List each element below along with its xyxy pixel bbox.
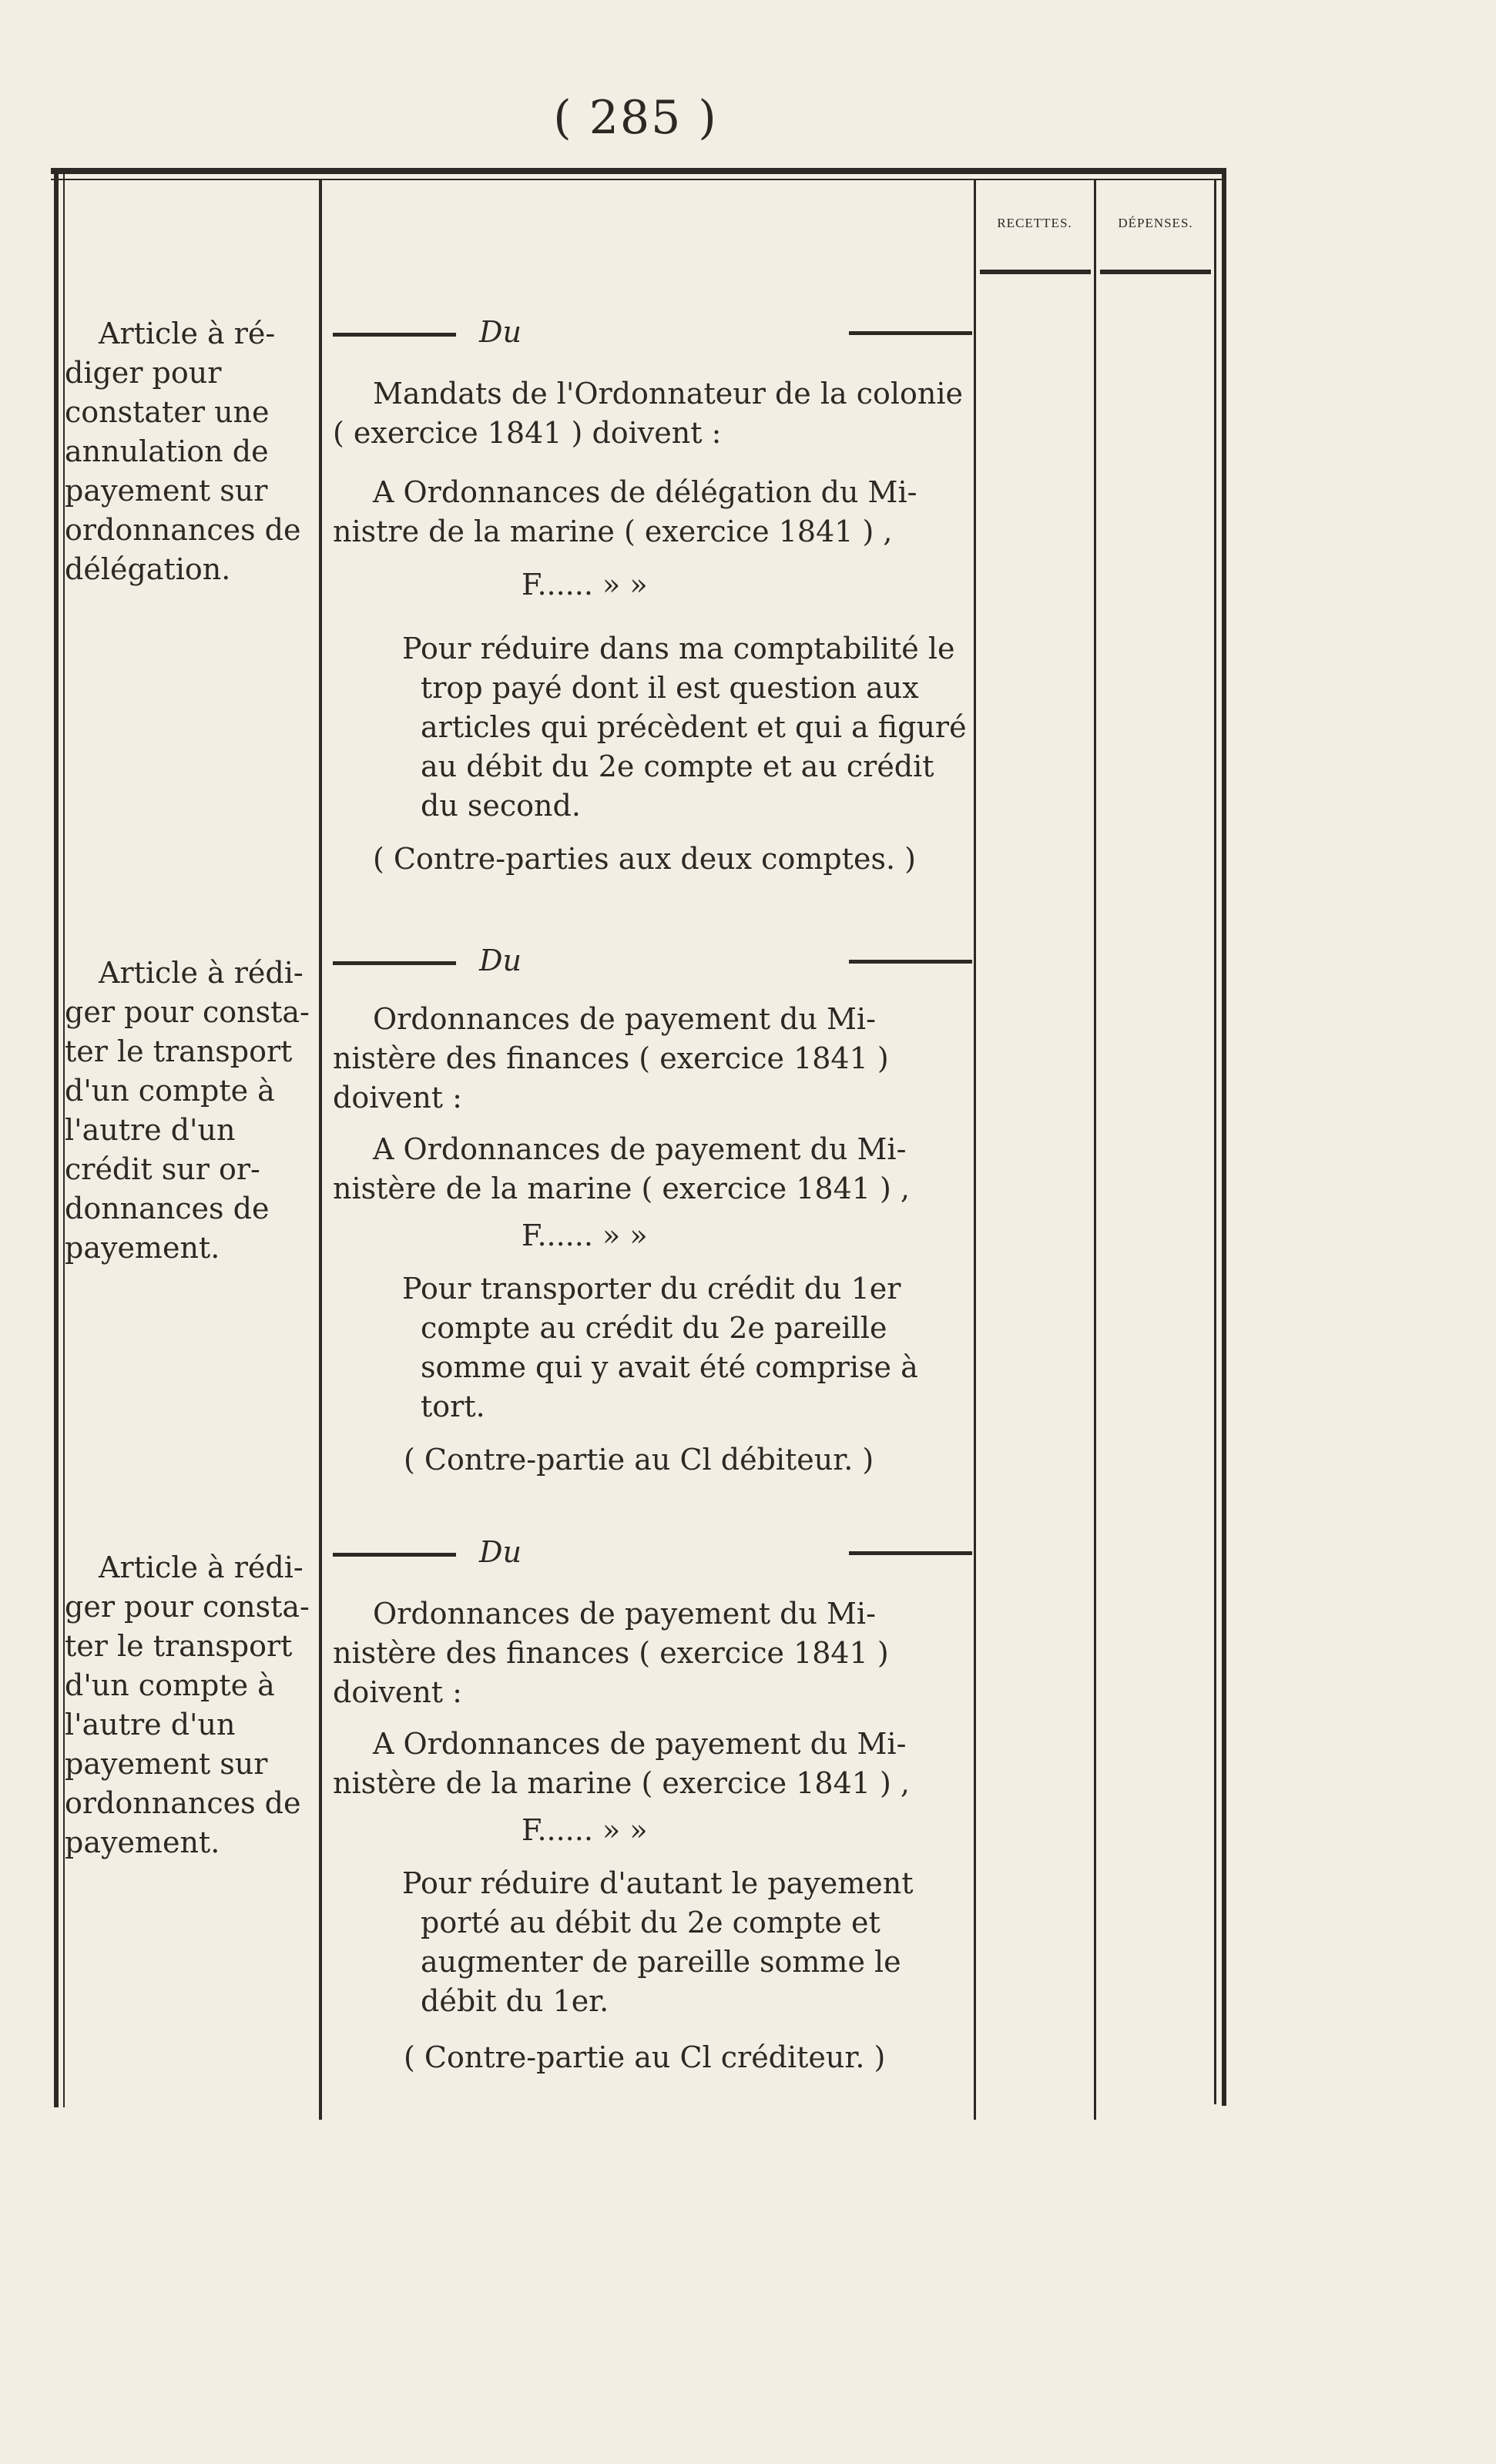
purpose-line: trop payé dont il est question aux [421, 671, 919, 705]
debit-line: doivent : [333, 1675, 462, 1709]
right-border [1222, 168, 1226, 2106]
amount-line: F...... » » [522, 1219, 648, 1252]
du-line [333, 946, 972, 977]
du-dash-right [849, 331, 972, 335]
top-rule-thick [51, 168, 1226, 174]
note-line: l'autre d'un [65, 1708, 236, 1742]
amount-line: F...... » » [522, 1813, 648, 1847]
journal-entry-annulation [333, 317, 972, 879]
du-label: Du [479, 315, 522, 349]
debit-line: Ordonnances de payement du Mi- [373, 1002, 876, 1036]
note-line: Article à ré- [99, 317, 276, 350]
purpose-line: articles qui précèdent et qui a figuré [421, 710, 967, 744]
du-label: Du [479, 1535, 522, 1569]
right-border-inner [1214, 179, 1216, 2104]
purpose-line: Pour réduire dans ma comptabilité le [402, 632, 955, 665]
purpose-line: augmenter de pareille somme le [421, 1945, 901, 1979]
du-dash-right [849, 1551, 972, 1555]
column-divider-text [974, 179, 976, 2120]
du-dash-left [333, 961, 456, 965]
amount-line: F...... » » [522, 568, 648, 602]
credit-line: nistre de la marine ( exercice 1841 ) , [333, 515, 893, 548]
note-line: constater une [65, 395, 270, 429]
margin-note-annulation [65, 314, 311, 589]
note-line: donnances de [65, 1192, 270, 1225]
note-line: Article à rédi- [99, 1550, 304, 1584]
note-line: ter le transport [65, 1034, 293, 1068]
purpose-line: du second. [421, 789, 581, 823]
purpose-line: compte au crédit du 2e pareille [421, 1311, 887, 1345]
credit-line: A Ordonnances de payement du Mi- [373, 1727, 907, 1761]
debit-line: nistère des finances ( exercice 1841 ) [333, 1636, 889, 1670]
debit-line: Mandats de l'Ordonnateur de la colonie [373, 377, 964, 411]
credit-line: A Ordonnances de payement du Mi- [373, 1132, 907, 1166]
note-line: diger pour [65, 356, 222, 390]
purpose-line: somme qui y avait été comprise à [421, 1350, 918, 1384]
purpose-line: Pour transporter du crédit du 1er [402, 1272, 901, 1306]
note-line: l'autre d'un [65, 1113, 236, 1147]
counter-party: ( Contre-partie au Cl créditeur. ) [404, 2040, 886, 2074]
purpose-line: porté au débit du 2e compte et [421, 1906, 880, 1939]
note-line: d'un compte à [65, 1074, 275, 1108]
counter-party: ( Contre-partie au Cl débiteur. ) [404, 1443, 874, 1477]
purpose-line: tort. [421, 1390, 485, 1423]
du-line [333, 317, 972, 348]
note-line: ordonnances de [65, 513, 301, 547]
debit-line: nistère des finances ( exercice 1841 ) [333, 1041, 889, 1075]
margin-note-transport-credit [65, 954, 311, 1268]
du-line [333, 1537, 972, 1568]
debit-line: ( exercice 1841 ) doivent : [333, 416, 722, 450]
note-line: d'un compte à [65, 1668, 275, 1702]
credit-line: A Ordonnances de délégation du Mi- [373, 475, 917, 509]
header-depenses: DÉPENSES. [1118, 216, 1193, 230]
note-line: crédit sur or- [65, 1152, 260, 1186]
purpose-line: Pour réduire d'autant le payement [402, 1866, 914, 1900]
note-line: payement sur [65, 1747, 268, 1781]
column-divider-notes [319, 179, 322, 2120]
credit-line: nistère de la marine ( exercice 1841 ) , [333, 1172, 910, 1205]
purpose-line: au débit du 2e compte et au crédit [421, 749, 934, 783]
header-underline-depenses [1100, 270, 1211, 274]
page-number: ( 285 ) [553, 91, 718, 145]
du-label: Du [479, 944, 522, 977]
note-line: payement. [65, 1825, 220, 1859]
top-rule-thin [51, 179, 1226, 180]
note-line: payement. [65, 1231, 220, 1265]
note-line: annulation de [65, 434, 269, 468]
du-dash-left [333, 1553, 456, 1557]
header-underline-recettes [980, 270, 1091, 274]
note-line: ger pour consta- [65, 995, 310, 1029]
margin-note-transport-payement [65, 1548, 311, 1862]
debit-line: Ordonnances de payement du Mi- [373, 1597, 876, 1631]
journal-entry-transport-payement [333, 1537, 972, 2077]
note-line: ter le transport [65, 1629, 293, 1663]
note-line: payement sur [65, 474, 268, 508]
du-dash-left [333, 333, 456, 337]
counter-party: ( Contre-parties aux deux comptes. ) [373, 842, 916, 876]
note-line: ger pour consta- [65, 1590, 310, 1624]
note-line: ordonnances de [65, 1786, 301, 1820]
du-dash-right [849, 960, 972, 964]
column-divider-amounts [1094, 179, 1096, 2120]
note-line: Article à rédi- [99, 956, 304, 990]
left-border [54, 174, 59, 2107]
note-line: délégation. [65, 552, 231, 586]
debit-line: doivent : [333, 1081, 462, 1115]
purpose-line: débit du 1er. [421, 1984, 609, 2018]
credit-line: nistère de la marine ( exercice 1841 ) , [333, 1766, 910, 1800]
header-recettes: RECETTES. [997, 216, 1072, 230]
journal-entry-transport-credit [333, 946, 972, 1480]
